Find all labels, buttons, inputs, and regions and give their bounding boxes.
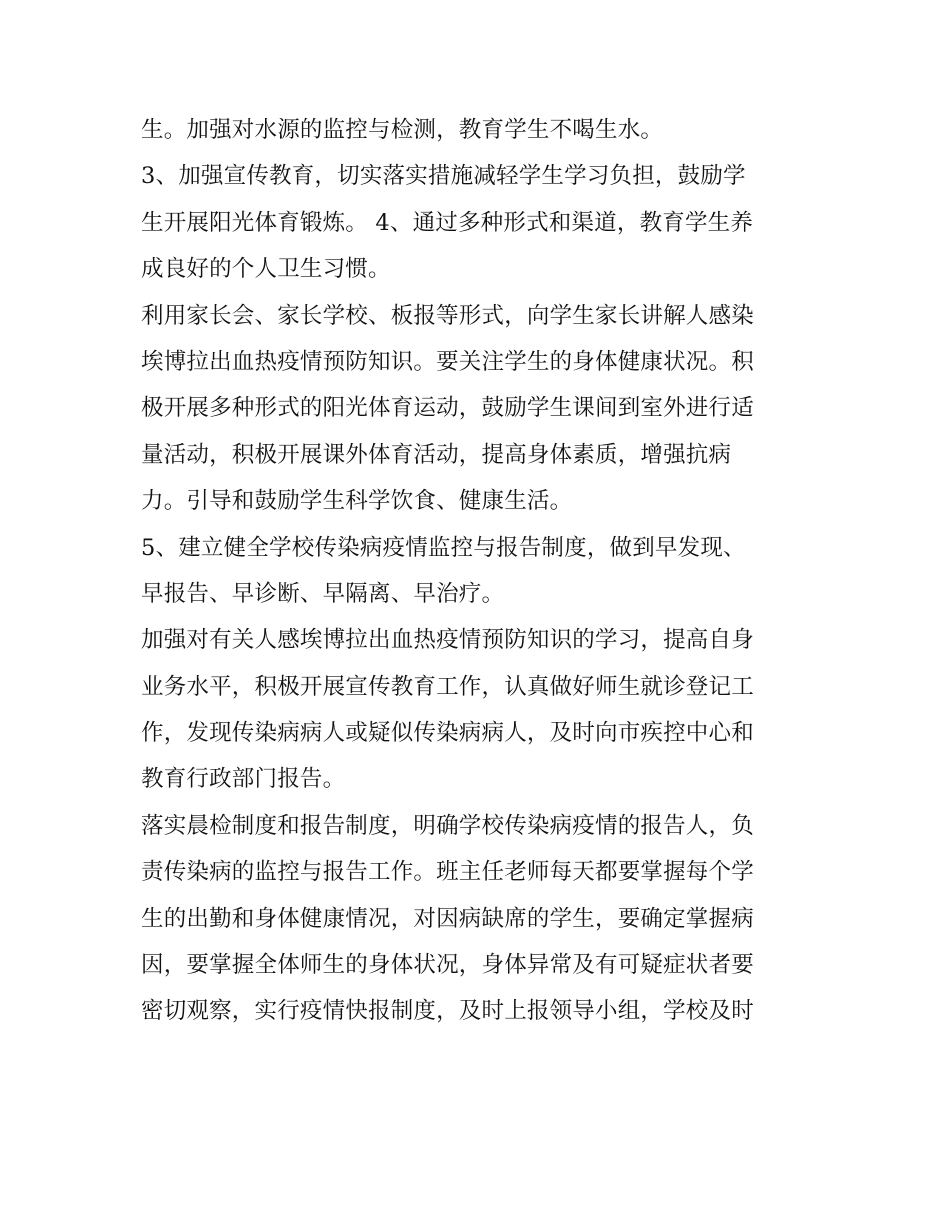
- text-line: 5、建立健全学校传染病疫情监控与报告制度，做到早发现、: [141, 534, 746, 561]
- text-line: 责传染病的监控与报告工作。班主任老师每天都要掌握每个学: [141, 859, 754, 886]
- text-line: 落实晨检制度和报告制度，明确学校传染病疫情的报告人，负: [141, 812, 754, 839]
- text-line: 生开展阳光体育锻炼。 4、通过多种形式和渠道，教育学生养: [141, 209, 754, 236]
- text-line: 作，发现传染病病人或疑似传染病病人，及时向市疾控中心和: [141, 720, 754, 747]
- text-line: 生。加强对水源的监控与检测，教育学生不喝生水。: [141, 117, 664, 143]
- text-line: 生的出勤和身体健康情况，对因病缺席的学生，要确定掌握病: [141, 905, 754, 932]
- text-line: 加强对有关人感埃博拉出血热疫情预防知识的学习，提高自身: [141, 627, 754, 654]
- text-line: 成良好的个人卫生习惯。: [141, 256, 391, 283]
- text-line: 3、加强宣传教育，切实落实措施减轻学生学习负担，鼓励学: [141, 163, 746, 190]
- document-body: [141, 107, 821, 1035]
- text-line: 力。引导和鼓励学生科学饮食、健康生活。: [141, 488, 573, 515]
- text-line: 业务水平，积极开展宣传教育工作，认真做好师生就诊登记工: [141, 673, 754, 700]
- text-line: 极开展多种形式的阳光体育运动，鼓励学生课间到室外进行适: [141, 395, 754, 422]
- text-line: 利用家长会、家长学校、板报等形式，向学生家长讲解人感染: [141, 302, 754, 329]
- text-line: 早报告、早诊断、早隔离、早治疗。: [141, 580, 505, 607]
- text-line: 密切观察，实行疫情快报制度，及时上报领导小组，学校及时: [141, 998, 754, 1025]
- text-line: 埃博拉出血热疫情预防知识。要关注学生的身体健康状况。积: [141, 348, 754, 375]
- text-line: 量活动，积极开展课外体育活动，提高身体素质，增强抗病: [141, 441, 732, 468]
- text-line: 因，要掌握全体师生的身体状况，身体异常及有可疑症状者要: [141, 952, 754, 979]
- text-line: 教育行政部门报告。: [141, 766, 346, 793]
